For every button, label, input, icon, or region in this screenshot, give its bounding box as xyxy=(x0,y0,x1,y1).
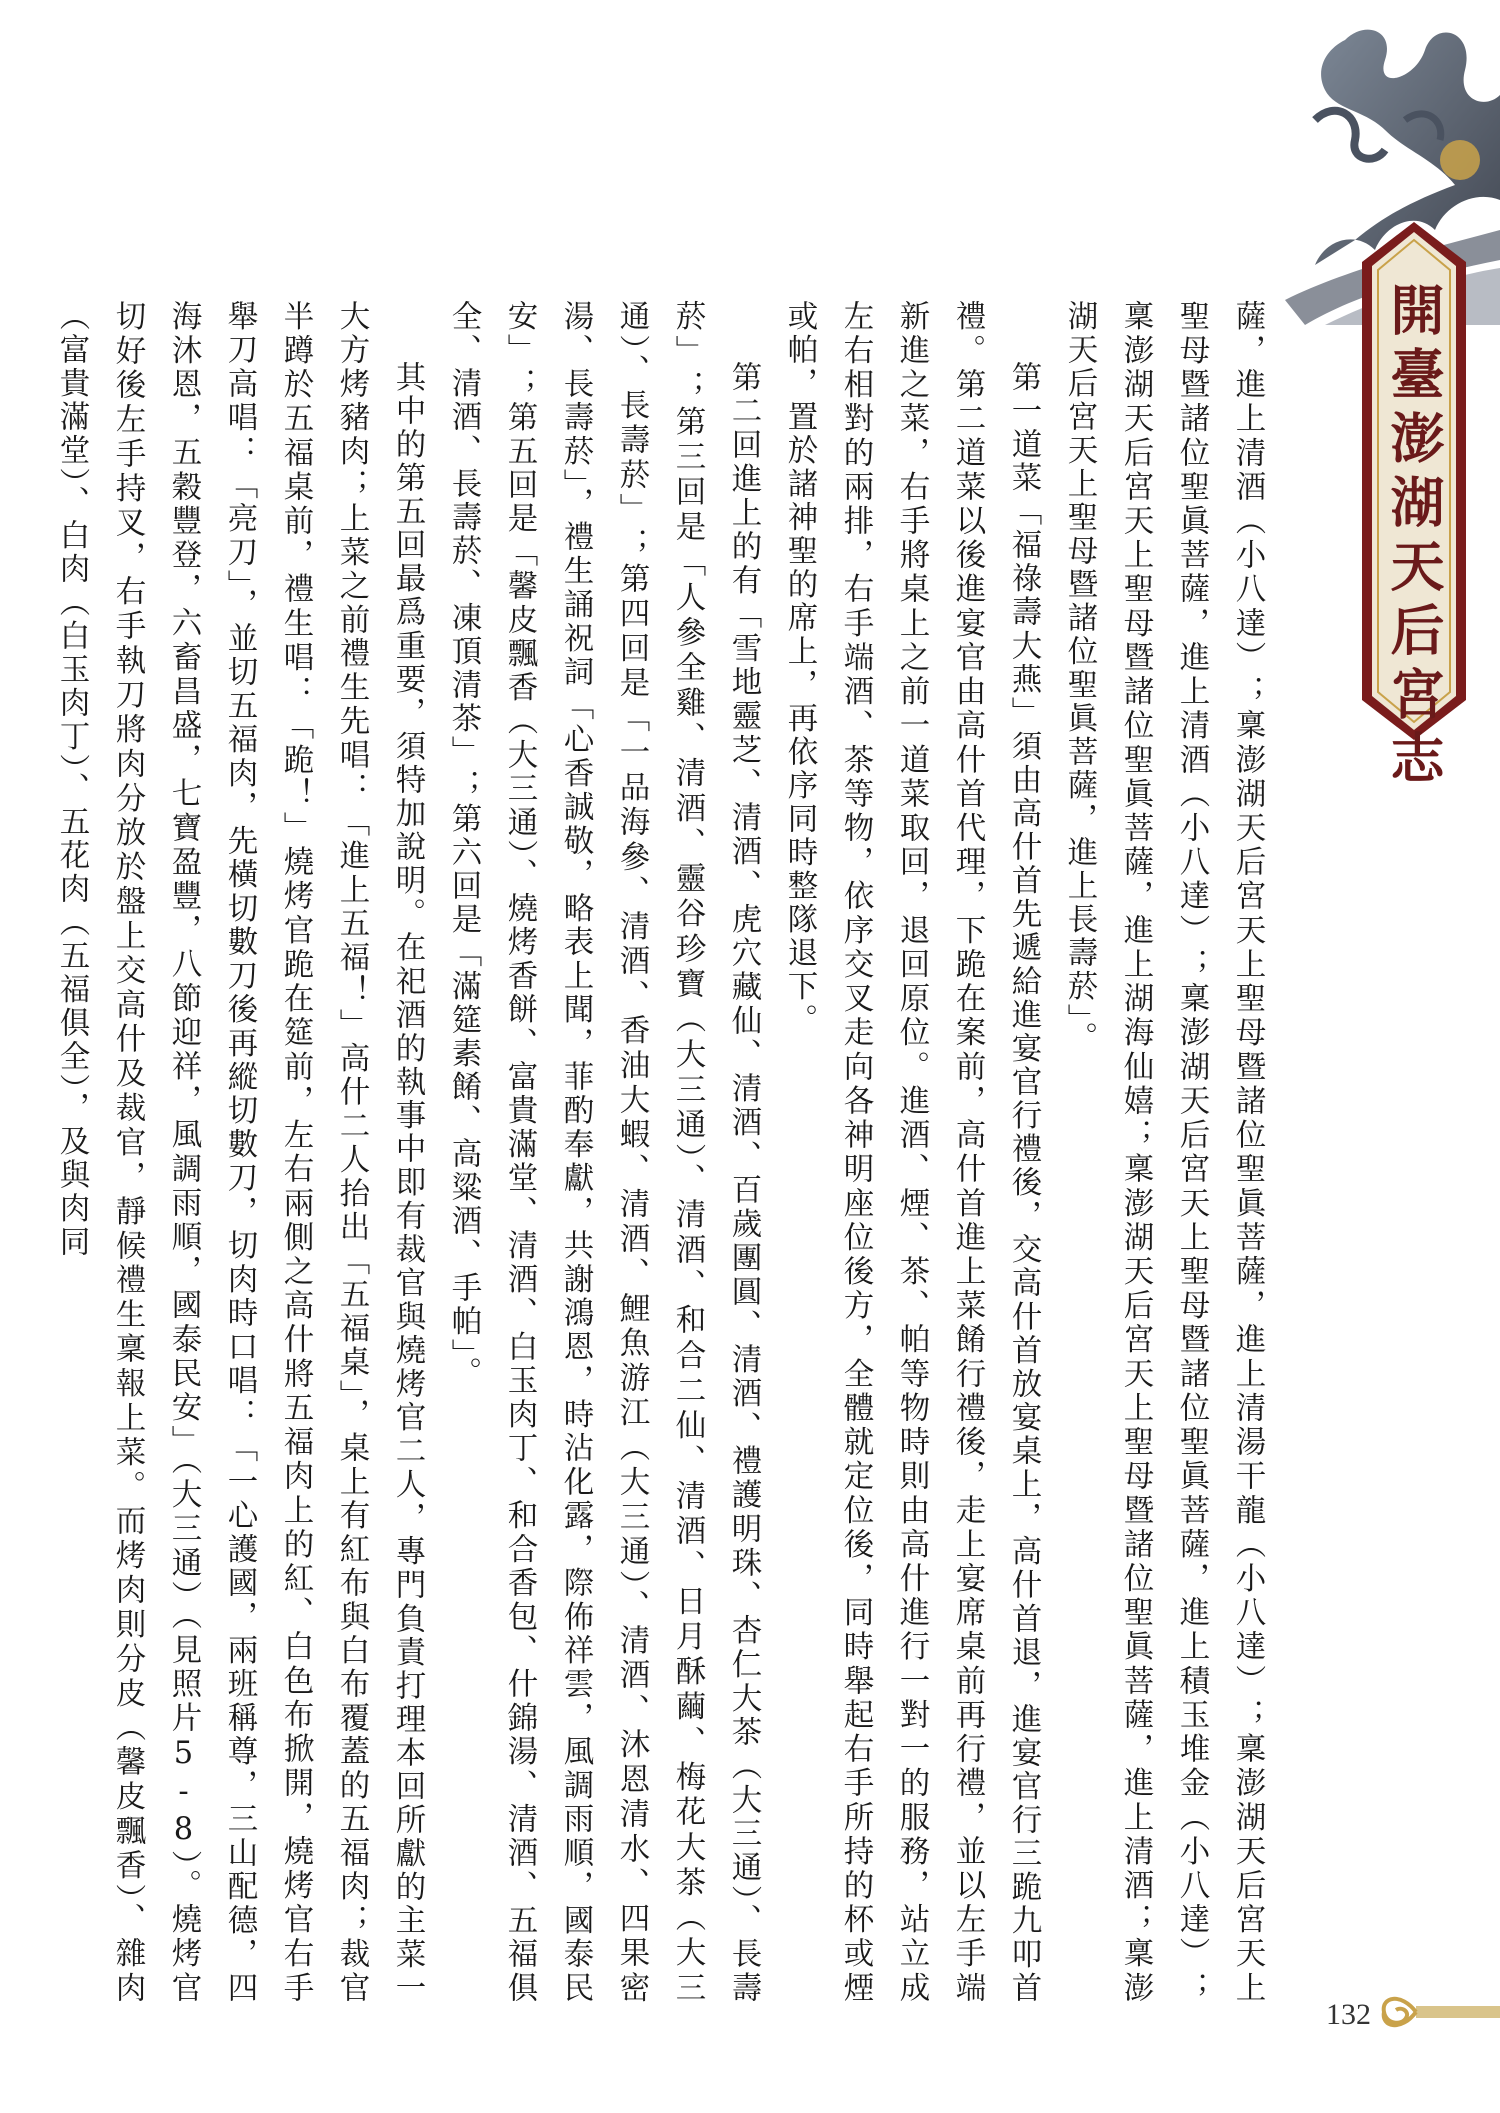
page-ornament-icon xyxy=(1376,1982,1500,2042)
book-title: 開臺澎湖天后宮志 xyxy=(1382,282,1446,794)
body-text xyxy=(43,300,1275,2005)
paragraph: 薩，進上清酒（小八達）；稟澎湖天后宮天上聖母暨諸位聖眞菩薩，進上清湯干龍（小八達）；稟澎湖天后宮天上聖母暨諸位聖眞菩薩，進上清酒（小八達）；稟澎湖天后宮天上聖母暨諸位聖眞菩薩，進上積玉堆金（小八達）；稟澎湖天后宮天上聖母暨諸位聖眞菩薩，進上湖海仙嬉；稟澎湖天后宮天上聖母暨諸位聖眞菩薩，進上清酒；稟澎湖天后宮天上聖母暨諸位聖眞菩薩，進上長壽菸」。 xyxy=(1062,300,1265,2005)
page-number: 132 xyxy=(1326,1998,1371,2031)
paragraph: 第一道菜「福祿壽大燕」須由高什首先遞給進宴官行禮後，交高什首放宴桌上，高什首退，進宴官行三跪九叩首禮。第二道菜以後進宴官由高什首代理，下跪在案前，高什首進上菜餚行禮後，走上宴席桌前再行禮，並以左手端新進之菜，右手將桌上之前一道菜取回，退回原位。進酒、煙、茶、帕等物時則由高什進行一對一的服務，站立成左右相對的兩排，右手端酒、茶等物，依序交叉走向各神明座位後方，全體就定位後，同時舉起右手所持的杯或煙或帕，置於諸神聖的席上，再依序同時整隊退下。 xyxy=(782,300,1041,2005)
paragraph: 其中的第五回最爲重要，須特加說明。在祀酒的執事中即有裁官與燒烤官二人，專門負責打理本回所獻的主菜一大方烤豬肉；上菜之前禮生先唱：「進上五福！」高什二人抬出「五福桌」，桌上有紅布與白布覆蓋的五福肉；裁官半蹲於五福桌前，禮生唱：「跪！」燒烤官跪在筵前，左右兩側之高什將五福肉上的紅、白色布掀開，燒烤官右手舉刀高唱：「亮刀」，並切五福肉，先橫切數刀後再縱切數刀，切肉時口唱：「一心護國，兩班稱尊，三山配德，四海沐恩，五穀豐登，六畜昌盛，七寶盈豐，八節迎祥，風調雨順，國泰民安」（大三通）（見照片5-8）。燒烤官切好後左手持叉，右手執刀將肉分放於盤上交高什及裁官，靜候禮生稟報上菜。而烤肉則分皮（馨皮飄香）、雜肉（富貴滿堂）、白肉（白玉肉丁）、五花肉（五福俱全），及與肉同 xyxy=(54,300,425,2005)
paragraph: 第二回進上的有「雪地靈芝、清酒、虎穴藏仙、清酒、百歲團圓、清酒、禮護明珠、杏仁大茶（大三通）、長壽菸」；第三回是「人參全雞、清酒、靈谷珍寶（大三通）、清酒、和合二仙、清酒、日月酥繭、梅花大茶（大三通）、長壽菸」；第四回是「一品海參、清酒、香油大蝦、清酒、鯉魚游江（大三通）、清酒、沐恩清水、四果密湯、長壽菸」，禮生誦祝詞「心香誠敬，略表上聞，菲酌奉獻，共謝鴻恩，時沾化露，際佈祥雲，風調雨順，國泰民安」；第五回是「馨皮飄香（大三通）、燒烤香餅、富貴滿堂、清酒、白玉肉丁、和合香包、什錦湯、清酒、五福俱全、清酒、長壽菸、凍頂清茶」；第六回是「滿筵素餚、高粱酒、手帕」。 xyxy=(446,300,761,2005)
